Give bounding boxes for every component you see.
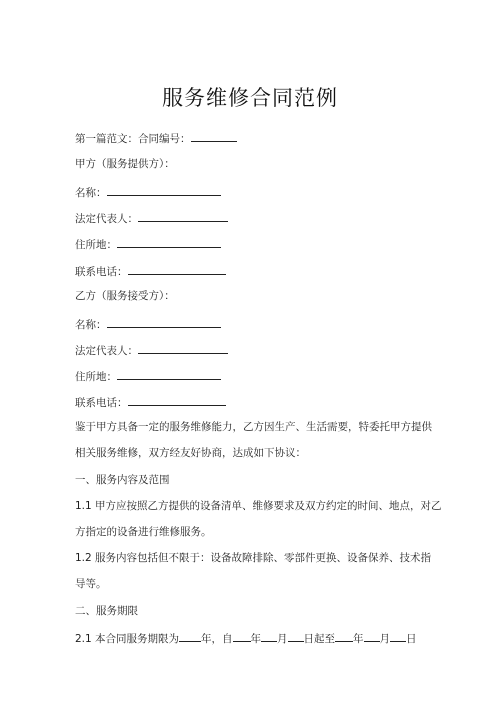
party-b-phone-line [75, 394, 226, 410]
party-b-rep-blank [138, 342, 228, 354]
party-a-phone-blank [128, 263, 226, 275]
term-text-8: 日 [406, 633, 417, 645]
party-b-heading: 乙方（服务接受方）： [75, 290, 175, 302]
term-text-4: 月 [277, 633, 288, 645]
clause-1-1-line-1: 1.1 甲方应按照乙方提供的设备清单、维修要求及双方约定的时间、地点，对乙 [75, 500, 442, 512]
term-text-2: 年，自 [201, 633, 233, 645]
start-year-blank [233, 630, 251, 642]
clause-1-1-line-2: 方指定的设备进行维修服务。 [75, 526, 212, 538]
party-a-name-label: 名称： [75, 187, 107, 199]
term-text-7: 月 [379, 633, 391, 645]
preamble-line-1: 鉴于甲方具备一定的服务维修能力，乙方因生产、生活需要，特委托甲方提供 [75, 421, 432, 433]
party-a-phone-line [75, 263, 226, 279]
party-a-phone-label: 联系电话： [75, 266, 128, 278]
term-text-1: 2.1 本合同服务期限为 [75, 633, 180, 645]
party-b-address-blank [117, 368, 221, 380]
party-b-rep-line [75, 342, 228, 358]
page-title: 服务维修合同范例 [162, 86, 338, 110]
contract-number-label: 第一篇范文：合同编号： [75, 133, 191, 145]
party-a-name-blank [107, 184, 221, 196]
party-b-name-line [75, 316, 221, 332]
start-month-blank [261, 630, 277, 642]
contract-number-line [75, 130, 237, 146]
term-years-blank [179, 630, 201, 642]
party-a-address-label: 住所地： [75, 239, 117, 251]
party-b-phone-label: 联系电话： [75, 397, 128, 409]
party-a-rep-label: 法定代表人： [75, 213, 138, 225]
party-a-rep-line [75, 210, 228, 226]
party-b-address-line [75, 368, 221, 384]
clause-1-2-line-2: 导等。 [75, 578, 107, 590]
party-b-name-blank [107, 316, 221, 328]
party-a-address-blank [117, 236, 221, 248]
preamble-line-2: 相关服务维修，双方经友好协商，达成如下协议： [75, 447, 306, 459]
party-b-rep-label: 法定代表人： [75, 345, 138, 357]
party-b-address-label: 住所地： [75, 371, 117, 383]
party-b-phone-blank [128, 394, 226, 406]
term-text-5: 日起至 [303, 633, 336, 645]
end-month-blank [364, 630, 380, 642]
clause-2-1-line [75, 630, 417, 646]
party-a-rep-blank [138, 210, 228, 222]
end-year-blank [335, 630, 353, 642]
party-a-address-line [75, 236, 221, 252]
party-a-name-line [75, 184, 221, 200]
term-text-3: 年 [250, 633, 262, 645]
end-day-blank [390, 630, 406, 642]
contract-number-blank [191, 130, 237, 142]
term-text-6: 年 [353, 633, 364, 645]
clause-1-2-line-1: 1.2 服务内容包括但不限于：设备故障排除、零部件更换、设备保养、技术指 [75, 552, 432, 564]
party-b-name-label: 名称： [75, 319, 107, 331]
party-a-heading: 甲方（服务提供方）： [75, 158, 175, 170]
section-1-heading: 一、服务内容及范围 [75, 474, 170, 486]
section-2-heading: 二、服务期限 [75, 605, 138, 617]
start-day-blank [288, 630, 304, 642]
